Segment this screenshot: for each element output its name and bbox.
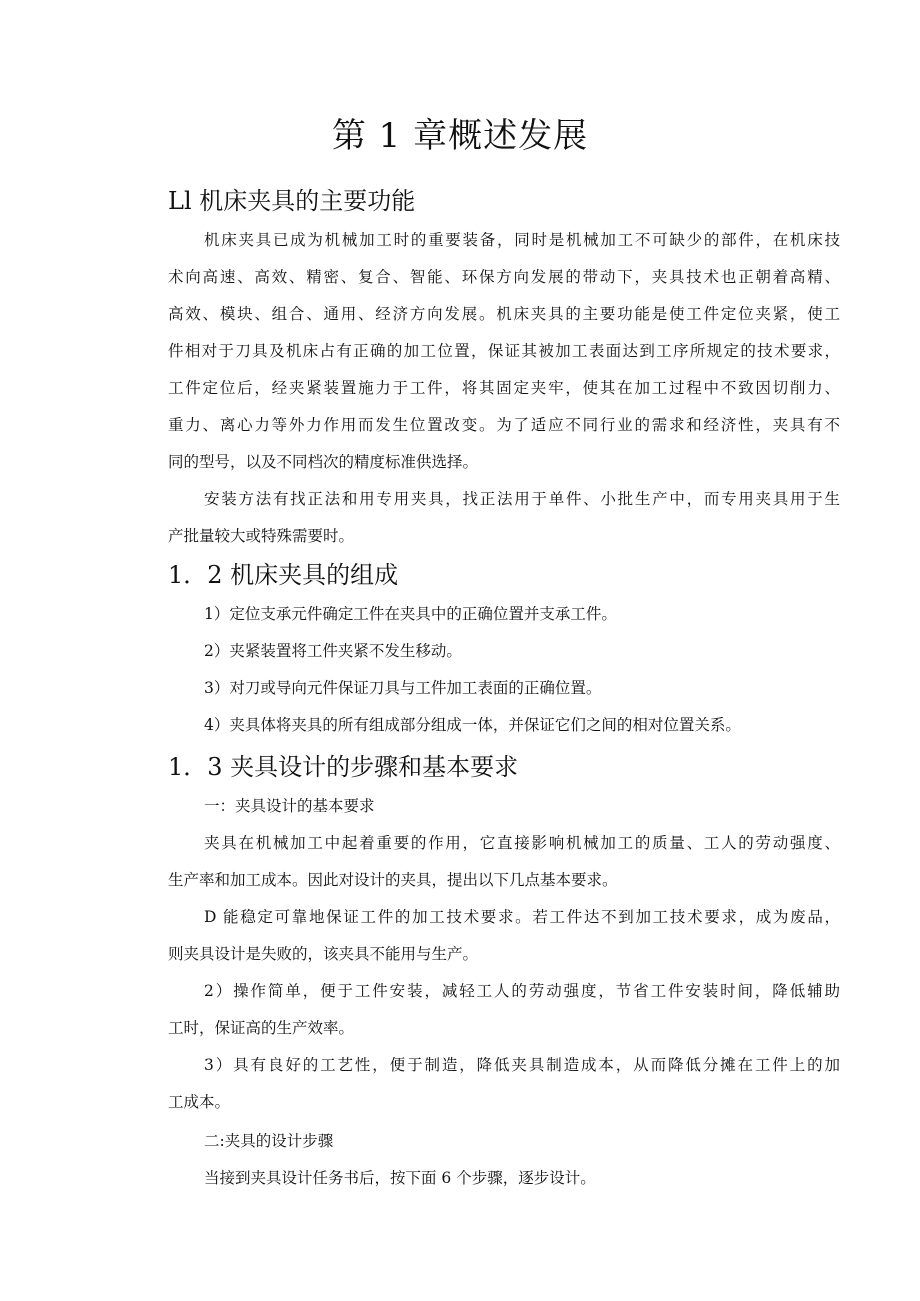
- list-item: 2）夹紧装置将工件夹紧不发生移动。: [204, 642, 462, 660]
- section-heading-1-3: 1．3 夹具设计的步骤和基本要求: [168, 753, 519, 781]
- paragraph-line: 术向高速、高效、精密、复合、智能、环保方向发展的带动下，夹具技术也正朝着高精、: [168, 268, 840, 286]
- section-heading-1-1: Ll 机床夹具的主要功能: [168, 187, 416, 215]
- list-item: 4）夹具体将夹具的所有组成部分组成一体，并保证它们之间的相对位置关系。: [204, 716, 741, 734]
- paragraph-line: 机床夹具已成为机械加工时的重要装备，同时是机械加工不可缺少的部件，在机床技: [204, 231, 840, 249]
- requirement-line: 2）操作简单，便于工件安装，减轻工人的劳动强度，节省工件安装时间，降低辅助: [204, 982, 840, 1000]
- section-heading-1-2: 1．2 机床夹具的组成: [168, 561, 399, 589]
- paragraph-line: 生产率和加工成本。因此对设计的夹具，提出以下几点基本要求。: [168, 871, 618, 889]
- paragraph-line: 产批量较大或特殊需要时。: [168, 527, 355, 545]
- requirement-line: 工成本。: [168, 1093, 231, 1111]
- paragraph-line: 高效、模块、组合、通用、经济方向发展。机床夹具的主要功能是使工件定位夹紧，使工: [168, 305, 840, 323]
- requirement-line: 3）具有良好的工艺性，便于制造，降低夹具制造成本，从而降低分摊在工件上的加: [204, 1056, 840, 1074]
- paragraph-line: 工件定位后，经夹紧装置施力于工件，将其固定夹牢，使其在加工过程中不致因切削力、: [168, 379, 840, 397]
- list-item: 1）定位支承元件确定工件在夹具中的正确位置并支承工件。: [204, 605, 617, 623]
- paragraph-line: 件相对于刀具及机床占有正确的加工位置，保证其被加工表面达到工序所规定的技术要求，: [168, 342, 840, 360]
- paragraph-line: 同的型号，以及不同档次的精度标准供选择。: [168, 453, 479, 471]
- paragraph-line: 重力、离心力等外力作用而发生位置改变。为了适应不同行业的需求和经济性，夹具有不: [168, 416, 840, 434]
- list-item: 3）对刀或导向元件保证刀具与工件加工表面的正确位置。: [204, 679, 602, 697]
- paragraph-line: 安装方法有找正法和用专用夹具，找正法用于单件、小批生产中，而专用夹具用于生: [204, 490, 840, 508]
- requirement-line: D 能稳定可靠地保证工件的加工技术要求。若工件达不到加工技术要求，成为废品，: [204, 908, 840, 926]
- requirement-line: 则夹具设计是失败的，该夹具不能用与生产。: [168, 945, 479, 963]
- paragraph-line: 夹具在机械加工中起着重要的作用，它直接影响机械加工的质量、工人的劳动强度、: [204, 834, 840, 852]
- subheading-requirements: 一：夹具设计的基本要求: [204, 797, 375, 815]
- paragraph-line: 当接到夹具设计任务书后，按下面 6 个步骤，逐步设计。: [204, 1169, 596, 1187]
- subheading-steps: 二:夹具的设计步骤: [204, 1132, 334, 1150]
- chapter-title: 第 1 章概述发展: [331, 116, 589, 156]
- requirement-line: 工时，保证高的生产效率。: [168, 1019, 355, 1037]
